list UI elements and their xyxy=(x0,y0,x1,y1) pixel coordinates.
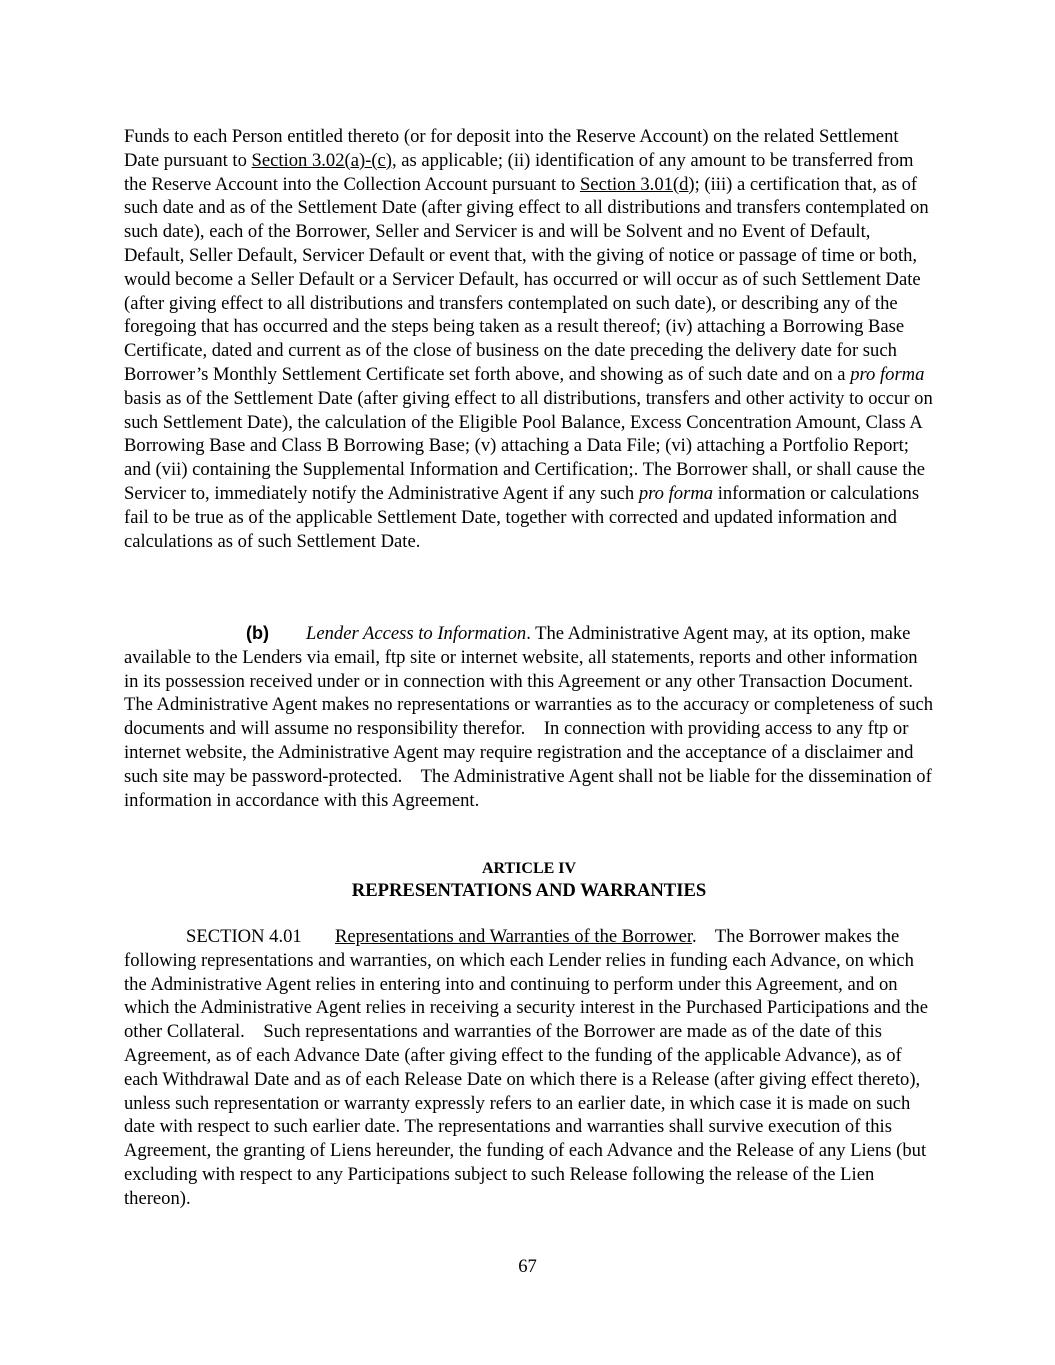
lender-access-heading: Lender Access to Information xyxy=(306,623,527,644)
para1-text-3: ; (iii) a certification that, as of such date and as of the Settlement Date (after giving effect to all distributions and transfers contemplated on such date), each of the Borrower, Seller and Servicer is and will be Solvent and no Event of Default, Default, Seller Default, Servicer Default or event that, with the giving of notice or passage of time or both, would become a Seller Default or a Servicer Default, has occurred or will occur as of such Settlement Date (after giving effect to all distributions and transfers contemplated on such date), or describing any of the foregoing that has occurred and the steps being taken as a result thereof; (iv) attaching a Borrowing Base Certificate, dated and current as of the close of business on the date preceding the delivery date for such Borrower’s Monthly Settlement Certificate set forth above, and showing as of such date and on a xyxy=(124,173,929,385)
para1-text-1: Funds to each Person entitled thereto (or for deposit into the Reserve Account) on the related Settlement Date pursuant to xyxy=(124,126,899,171)
pro-forma-italic-1: pro forma xyxy=(850,363,925,385)
article-title: REPRESENTATIONS AND WARRANTIES xyxy=(351,880,707,901)
paragraph-section-4-01 xyxy=(124,925,934,1211)
paragraph-settlement-certificate xyxy=(124,125,934,553)
article-number: ARTICLE IV xyxy=(481,860,577,877)
section-4-01-body: The Borrower makes the following representations and warranties, on which each Lender relies in funding each Advance, on which the Administrative Agent relies in entering into and continuing to perform under this Agreement, and on which the Administrative Agent relies in receiving a security interest in the Purchased Participations and the other Collateral. Such representations and warranties of the Borrower are made as of the date of this Agreement, as of each Advance Date (after giving effect to the funding of the applicable Advance), as of each Withdrawal Date and as of each Release Date on which there is a Release (after giving effect thereto), unless such representation or warranty expressly refers to an earlier date, in which case it is made on such date with respect to such earlier date. The representations and warranties shall survive execution of this Agreement, the granting of Liens hereunder, the funding of each Advance and the Release of any Liens (but excluding with respect to any Participations subject to such Release following the release of the Lien thereon). xyxy=(124,926,933,1209)
subsection-label-b: (b) xyxy=(246,623,269,643)
section-4-01-period: . xyxy=(692,926,697,947)
para1-text-4: basis as of the Settlement Date (after giving effect to all distributions, transfers and other activity to occur on such Settlement Date), the calculation of the Eligible Pool Balance, Excess Concentration Amount, Class A Borrowing Base and Class B Borrowing Base; (v) attaching a Data File; (vi) attaching a Portfolio Report; and (vii) containing the Supplemental Information and Certification;. The Borrower shall, or shall cause the Servicer to, immediately notify the Administrative Agent if any such xyxy=(124,387,933,504)
pro-forma-italic-2: pro forma xyxy=(638,482,714,504)
paragraph-lender-access xyxy=(124,622,938,812)
para1-text-2: , as applicable; (ii) identification of any amount to be transferred from the Reserve Account into the Collection Account pursuant to xyxy=(124,149,914,195)
section-4-01-heading: Representations and Warranties of the Borrower xyxy=(335,926,693,947)
page-number: 67 xyxy=(518,1256,537,1277)
lender-access-body: . The Administrative Agent may, at its option, make available to the Lenders via email, ftp site or internet website, all statements, reports and other information in its possession received under or in connection with this Agreement or any other Transaction Document. The Administrative Agent makes no representations or warranties as to the accuracy or completeness of such documents and will assume no responsibility therefor. In connection with providing access to any ftp or internet website, the Administrative Agent may require registration and the acceptance of a disclaimer and such site may be password-protected. The Administrative Agent shall not be liable for the dissemination of information in accordance with this Agreement. xyxy=(124,623,938,811)
section-number: SECTION 4.01 xyxy=(186,926,302,947)
para1-text-5: information or calculations fail to be true as of the applicable Settlement Date, together with corrected and updated information and calculations as of such Settlement Date. xyxy=(124,482,920,552)
section-3-02-reference: Section 3.02(a)-(c) xyxy=(251,149,392,171)
section-3-01-reference: Section 3.01(d) xyxy=(579,173,695,195)
